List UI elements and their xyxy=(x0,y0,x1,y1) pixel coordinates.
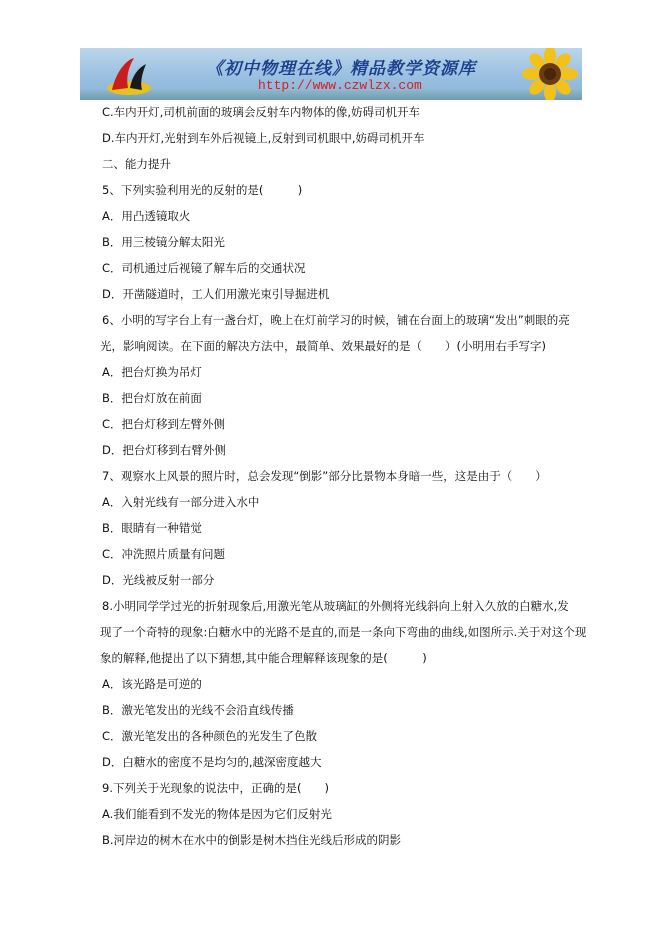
option-4c: C.车内开灯,司机前面的玻璃会反射车内物体的像,妨碍司机开车 xyxy=(102,105,420,119)
question-6-line2: 光，影响阅读。在下面的解决方法中，最简单、效果最好的是（ ）(小明用右手写字) xyxy=(100,339,546,353)
option-6b: B．把台灯放在前面 xyxy=(102,391,202,405)
option-7b: B．眼睛有一种错觉 xyxy=(102,521,202,535)
option-4d: D.车内开灯,光射到车外后视镜上,反射到司机眼中,妨碍司机开车 xyxy=(102,131,425,145)
question-7: 7、观察水上风景的照片时，总会发现“倒影”部分比景物本身暗一些，这是由于（ ） xyxy=(102,469,547,483)
sunflower-icon xyxy=(510,48,582,100)
question-8-line1: 8.小明同学学过光的折射现象后,用激光笔从玻璃缸的外侧将光线斜向上射入久放的白糖水,发 xyxy=(102,599,569,613)
option-6d: D．把台灯移到右臂外侧 xyxy=(102,443,226,457)
option-7d: D．光线被反射一部分 xyxy=(102,573,215,587)
option-5d: D．开凿隧道时，工人们用激光束引导掘进机 xyxy=(102,287,330,301)
option-8c: C．激光笔发出的各种颜色的光发生了色散 xyxy=(102,729,318,743)
option-7c: C．冲洗照片质量有问题 xyxy=(102,547,226,561)
option-6a: A．把台灯换为吊灯 xyxy=(102,365,202,379)
option-9a: A.我们能看到不发光的物体是因为它们反射光 xyxy=(102,807,332,821)
option-7a: A．入射光线有一部分进入水中 xyxy=(102,495,260,509)
option-5a: A．用凸透镜取火 xyxy=(102,209,191,223)
question-9: 9.下列关于光现象的说法中，正确的是( ) xyxy=(102,781,329,795)
option-9b: B.河岸边的树木在水中的倒影是树木挡住光线后形成的阴影 xyxy=(102,833,402,847)
banner-url[interactable]: http://www.czwlzx.com xyxy=(258,78,422,93)
banner-title: 《初中物理在线》精品教学资源库 xyxy=(206,59,476,79)
question-6-line1: 6、小明的写字台上有一盏台灯，晚上在灯前学习的时候，铺在台面上的玻璃“发出”刺眼的亮 xyxy=(102,313,570,327)
option-5b: B．用三棱镜分解太阳光 xyxy=(102,235,225,249)
question-5: 5、下列实验利用光的反射的是( ) xyxy=(102,183,303,197)
site-logo-icon xyxy=(104,54,154,98)
question-8-line3: 象的解释,他提出了以下猜想,其中能合理解释该现象的是( ) xyxy=(100,651,427,665)
option-8d: D．白糖水的密度不是均匀的,越深密度越大 xyxy=(102,755,322,769)
header-banner xyxy=(80,48,582,100)
option-6c: C．把台灯移到左臂外侧 xyxy=(102,417,226,431)
option-8b: B．激光笔发出的光线不会沿直线传播 xyxy=(102,703,294,717)
section-heading: 二、能力提升 xyxy=(102,157,171,171)
option-8a: A．该光路是可逆的 xyxy=(102,677,202,691)
question-8-line2: 现了一个奇特的现象:白糖水中的光路不是直的,而是一条向下弯曲的曲线,如图所示.关于对这个现 xyxy=(100,625,587,639)
option-5c: C．司机通过后视镜了解车后的交通状况 xyxy=(102,261,306,275)
